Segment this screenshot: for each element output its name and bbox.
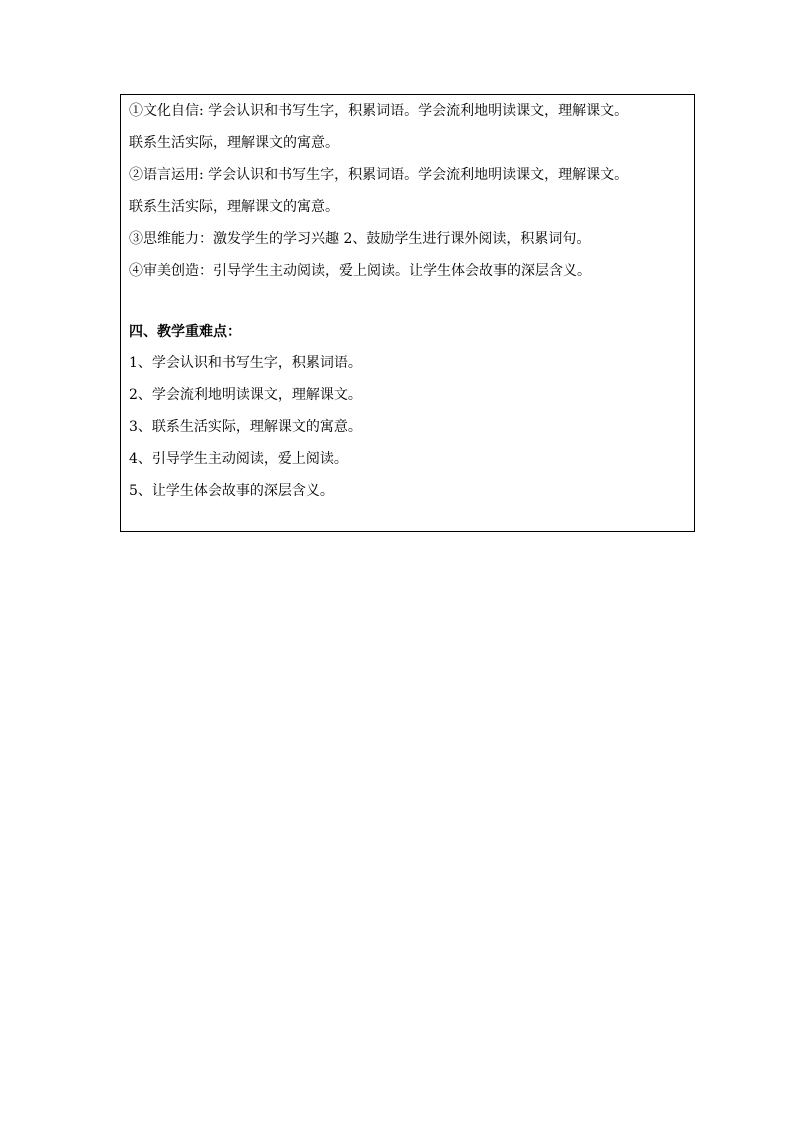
key-point-item: 3、联系生活实际，理解课文的寓意。 [129,419,362,435]
objective-line: ②语言运用: 学会认识和书写生字，积累词语。学会流利地明读课文，理解课文。 [129,167,629,183]
objective-line: ①文化自信: 学会认识和书写生字，积累词语。学会流利地明读课文，理解课文。 [129,103,629,119]
objective-line: ③思维能力：激发学生的学习兴趣 2、鼓励学生进行课外阅读，积累词句。 [129,231,591,247]
lesson-plan-table-cell [120,94,695,532]
key-point-item: 4、引导学生主动阅读，爱上阅读。 [129,451,348,467]
objective-line: 联系生活实际，理解课文的寓意。 [129,199,339,215]
key-points-heading: 四、教学重难点： [129,324,241,340]
key-point-item: 1、学会认识和书写生字，积累词语。 [129,355,362,371]
key-point-item: 2、学会流利地明读课文，理解课文。 [129,387,362,403]
key-point-item: 5、让学生体会故事的深层含义。 [129,483,334,499]
objective-line: 联系生活实际，理解课文的寓意。 [129,135,339,151]
objective-line: ④审美创造：引导学生主动阅读，爱上阅读。让学生体会故事的深层含义。 [129,263,591,279]
